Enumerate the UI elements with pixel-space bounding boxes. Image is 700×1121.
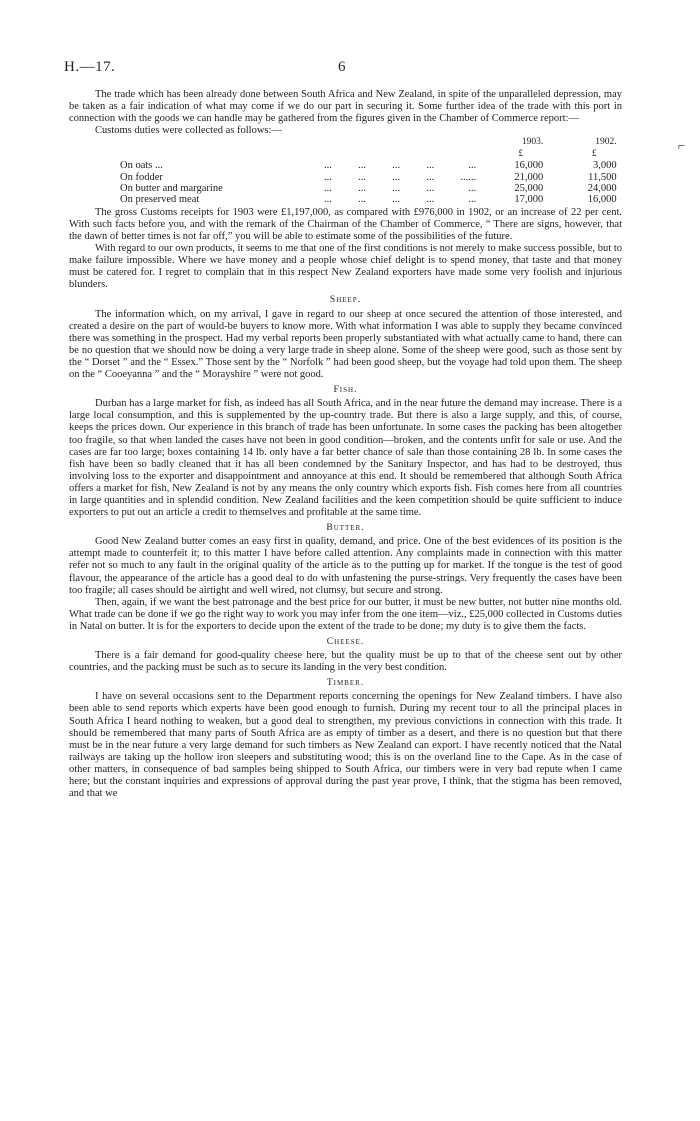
own-products-paragraph: With regard to our own products, it seems to me that one of the first conditions is not merely to make success possible, but to make failure impossible. Where we have money and a people whose chief delight is to spend money, that taste and that money must be catered for. I regret to complain that in this respect New Zealand exporters have made some very foolish and injurious blunders. bbox=[69, 243, 622, 291]
leader-dots: ... bbox=[468, 183, 477, 194]
value-1902: 11,500 bbox=[588, 171, 617, 183]
row-label: On preserved meat bbox=[120, 194, 200, 206]
leader-dots: ... ... ... ... bbox=[324, 183, 435, 194]
value-1903: 17,000 bbox=[514, 194, 544, 206]
leader-dots: ... bbox=[468, 171, 477, 183]
report-reference: H.—17. bbox=[64, 59, 116, 75]
customs-intro: Customs duties were collected as follows:— bbox=[95, 125, 282, 137]
table-row bbox=[69, 160, 622, 171]
document-body bbox=[69, 89, 622, 800]
margin-mark: ⌐ bbox=[678, 138, 686, 153]
value-1902: 24,000 bbox=[587, 183, 617, 194]
currency-1902: £ bbox=[591, 148, 597, 159]
table-row bbox=[69, 183, 622, 194]
customs-receipts-paragraph: The gross Customs receipts for 1903 were £1,197,000, as compared with £976,000 in 1902, or an increase of 22 per cent. With such facts before you, and with the remark of the Chairman of the Chamber of Commerce, “ There are signs, however, that the dawn of better times is not far off,” you will be able to estimate some of the possibilities of the future. bbox=[69, 206, 622, 242]
value-1903: 25,000 bbox=[514, 183, 544, 194]
leader-dots: ... ... ... ... bbox=[324, 194, 435, 206]
leader-dots: ... ... ... ... ... bbox=[324, 171, 469, 183]
currency-1903: £ bbox=[518, 148, 524, 159]
section-heading-sheep: Sheep. bbox=[329, 295, 362, 306]
table-currency-row bbox=[69, 149, 622, 160]
section-heading-butter: Butter. bbox=[326, 523, 365, 534]
butter-paragraph: Then, again, if we want the best patronage and the best price for our butter, it must be new butter, not butter nine months old. What trade can be done if we go the right way to work you may infer from the one item—viz., £25,000 collected in Customs duties in Natal on butter. It is for the exporters to decide upon the extent of the trade to be done; my duty is to give them the facts. bbox=[69, 596, 622, 632]
timber-paragraph: I have on several occasions sent to the Department reports concerning the openings for New Zealand timbers. I have also been able to send reports which experts have been good enough to furnish. During my recent tour to all the principal places in South Africa I heard nothing to weaken, but a good deal to strengthen, my previous convictions in connection with this trade. It should be remembered that many parts of South Africa are as empty of timber as a desert, and there is no question but that there must be in the near future a very large demand for such timbers as New Zealand can export. I have recently noticed that the Natal railways are taking up the hollow iron sleepers and substituting wood; this is on the overland line to the Cape. As in the case of other matters, in consequence of bad samples being shipped to South Africa, our timbers were in very bad repute when I came here; but the constant inquiries and expressions of approval during the past year prove, I think, that the stigma has been removed, and that we bbox=[69, 691, 622, 800]
leader-dots: ... ... ... ... bbox=[324, 160, 435, 172]
table-header-row bbox=[69, 137, 622, 148]
row-label: On fodder bbox=[120, 171, 163, 183]
intro-paragraph: The trade which has been already done between South Africa and New Zealand, in spite of the unparalleled depression, may be taken as a fair indication of what may come if we do our part in securing it. Some further idea of the trade with this port in connection with the goods we can handle may be gathered from the figures given in the Chamber of Commerce report:— bbox=[69, 89, 622, 125]
row-label: On oats ... bbox=[120, 160, 163, 172]
sheep-paragraph: The information which, on my arrival, I gave in regard to our sheep at once secured the attention of those interested, and created a desire on the part of would-be buyers to know more. With what information I was able to supply they became convinced there was something in the prospect. Had my verbal reports been properly substantiated with what actually came to hand, there can be no question that we should now be doing a very large trade in sheep alone. Some of the sheep were good, such as those sent by the “ Dorset ” and the “ Essex.” Those sent by the “ Norfolk ” had been good sheep, but the voyage had told upon them. The sheep on the “ Cooeyanna ” and the “ Morayshire ” were not good. bbox=[69, 308, 622, 381]
cheese-paragraph: There is a fair demand for good-quality cheese here, but the quality must be up to that of the cheese sent out by other countries, and the packing must be such as to secure its landing in the very best condition. bbox=[69, 650, 622, 674]
value-1903: 16,000 bbox=[514, 160, 544, 172]
value-1902: 3,000 bbox=[592, 160, 617, 172]
year-1902-header: 1902. bbox=[595, 137, 617, 148]
leader-dots: ... bbox=[468, 160, 477, 172]
table-row bbox=[69, 194, 622, 205]
section-heading-timber: Timber. bbox=[326, 678, 365, 689]
customs-duties-table bbox=[69, 137, 622, 205]
butter-paragraph: Good New Zealand butter comes an easy first in quality, demand, and price. One of the best evidences of its position is the attempt made to counterfeit it; to this matter I have before called attention. Any complaints made in connection with this matter refer not so much to any fault in the original quality of the article as to the putting up for market. If the tongue is the test of good flavour, the appearance of the article has a good deal to do with unfastening the purse-strings. Very frequently the cases have been too fragile; all cases should be airtight and well wired, not clumsy, but secure and strong. bbox=[69, 536, 622, 596]
page-number: 6 bbox=[338, 59, 346, 75]
section-heading-fish: Fish. bbox=[333, 385, 358, 396]
table-row bbox=[69, 172, 622, 183]
leader-dots: ... bbox=[468, 194, 477, 206]
value-1903: 21,000 bbox=[514, 171, 544, 183]
row-label: On butter and margarine bbox=[120, 183, 223, 194]
section-heading-cheese: Cheese. bbox=[326, 637, 365, 647]
value-1902: 16,000 bbox=[587, 194, 617, 206]
fish-paragraph: Durban has a large market for fish, as indeed has all South Africa, and in the near future the demand may increase. There is a large local consumption, and this is supplemented by the up-country trade. But there is also a large supply, and this, of course, keeps the prices down. Our experience in this branch of trade has been unfortunate. In some cases the packing has been altogether too fragile, so that when landed the cases have not been in good condition—broken, and the contents unfit for sale or use. And the cases are far too large; boxes containing 14 lb. only have a far better chance of sale than those containing 28 lb. In some cases the fish have been so badly cleaned that it has all been condemned by the Sanitary Inspector, and has had to be destroyed, thus involving loss to the exporter and disappointment and annoyance at this end. It should be remembered that although South Africa offers a market for fish, New Zealand is not by any means the only country which exports fish. Fish comes here from all countries in large quantities and in splendid condition. New Zealand facilities and the keen competition should be quite sufficient to induce exporters to put out an article a credit to themselves and profitable at the same time. bbox=[69, 398, 622, 519]
year-1903-header: 1903. bbox=[521, 137, 544, 148]
